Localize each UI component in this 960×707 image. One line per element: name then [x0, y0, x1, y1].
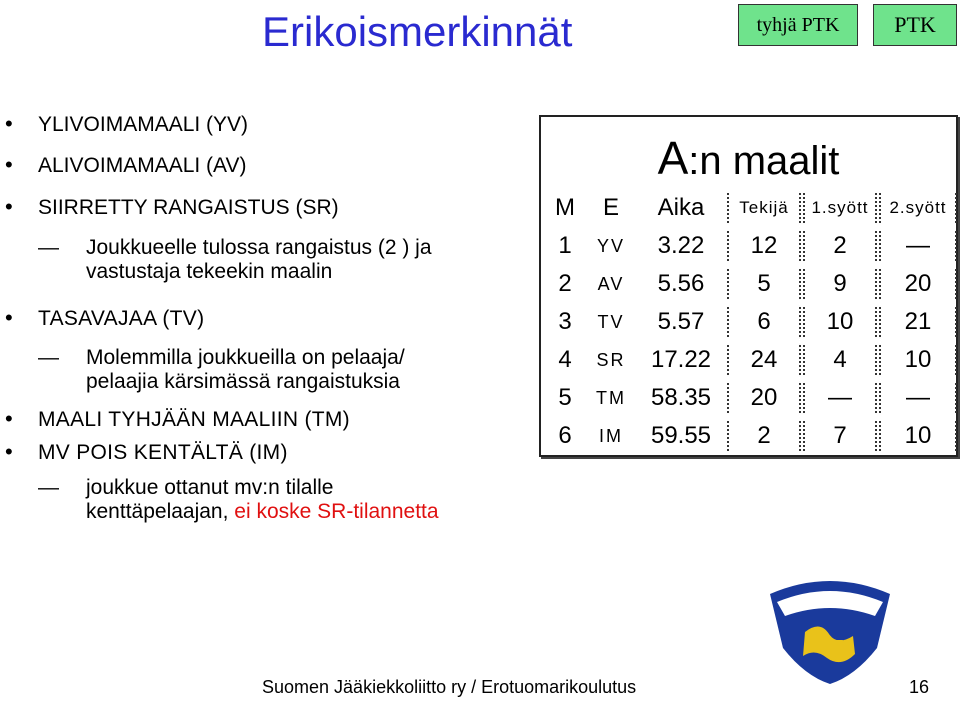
cell-scorer: 6: [727, 307, 801, 337]
cell-scorer: 24: [727, 345, 801, 375]
header-cell: Tekijä: [727, 193, 801, 223]
page-title: Erikoismerkinnät: [262, 8, 573, 55]
table-row: [541, 345, 956, 383]
panel-title: [541, 131, 956, 185]
footer-text: Suomen Jääkiekkoliitto ry / Erotuomarikoulutus: [262, 677, 637, 697]
cell-assist1: 10: [803, 307, 877, 337]
cell-number: 6: [558, 422, 572, 449]
sub-text-line1: Molemmilla joukkueilla on pelaaja/: [86, 346, 405, 369]
bullet-icon: •: [5, 305, 14, 330]
bullet-item-yv: [5, 111, 249, 137]
bullet-item-tm: [5, 406, 350, 432]
header-cell: Aika: [657, 194, 705, 221]
ice-hockey-association-logo-icon: [765, 576, 895, 686]
bullet-icon: •: [5, 111, 13, 136]
cell-number: 5: [558, 384, 572, 411]
cell-time: 59.55: [650, 422, 712, 449]
empty-ptk-button[interactable]: tyhjä PTK: [738, 4, 858, 46]
cell-assist2: —: [879, 383, 957, 413]
bullet-icon: •: [5, 439, 14, 464]
cell-type: IM: [599, 426, 623, 446]
panel-title-letter: A: [657, 132, 689, 184]
header-cell: 2.syött: [879, 193, 957, 223]
cell-assist1: 9: [803, 269, 877, 299]
header-cell: M: [555, 194, 575, 221]
cell-number: 1: [558, 232, 572, 259]
sub-item-tv: [38, 346, 405, 394]
cell-assist2: —: [879, 231, 957, 261]
cell-assist2: 20: [879, 269, 957, 299]
cell-scorer: 20: [727, 383, 801, 413]
sub-text-highlight: ei koske SR-tilannetta: [234, 500, 439, 523]
cell-time: 5.57: [657, 308, 705, 335]
bullet-item-im: [5, 439, 288, 465]
cell-scorer: 5: [727, 269, 801, 299]
table-header-row: [541, 193, 956, 231]
bullet-icon: •: [5, 194, 13, 219]
bullet-text: MAALI TYHJÄÄN MAALIIN (TM): [38, 408, 350, 431]
cell-assist1: 2: [803, 231, 877, 261]
sub-text-line1: Joukkueelle tulossa rangaistus (2 ) ja: [86, 236, 432, 259]
goals-panel: [539, 115, 958, 457]
cell-scorer: 2: [727, 421, 801, 451]
bullet-item-tv: [5, 305, 205, 331]
goals-table: [541, 193, 956, 459]
cell-assist1: 7: [803, 421, 877, 451]
cell-type: YV: [596, 236, 625, 256]
ptk-button[interactable]: PTK: [873, 4, 957, 46]
sub-item-im: [38, 476, 439, 524]
cell-time: 58.35: [650, 384, 712, 411]
panel-title-text: :n maalit: [688, 139, 840, 183]
sub-text-line2: pelaajia kärsimässä rangaistuksia: [86, 370, 400, 393]
dash-icon: —: [38, 346, 59, 369]
cell-number: 3: [558, 308, 572, 335]
cell-assist1: —: [803, 383, 877, 413]
bullet-text: MV POIS KENTÄLTÄ (IM): [38, 441, 288, 464]
bullet-icon: •: [5, 406, 14, 431]
bullet-item-av: [5, 152, 247, 178]
sub-text-normal: kenttäpelaajan,: [86, 500, 235, 523]
sub-text-line1: joukkue ottanut mv:n tilalle: [86, 476, 334, 499]
cell-time: 3.22: [657, 232, 705, 259]
cell-type: TM: [596, 388, 626, 408]
table-row: [541, 307, 956, 345]
cell-time: 5.56: [657, 270, 705, 297]
page-number: 16: [909, 677, 930, 697]
cell-assist2: 10: [879, 345, 957, 375]
bullet-text: ALIVOIMAMAALI (AV): [38, 154, 247, 177]
bullet-text: SIIRRETTY RANGAISTUS (SR): [38, 196, 339, 219]
header-cell: E: [602, 194, 619, 221]
cell-time: 17.22: [650, 346, 712, 373]
sub-text-line2: vastustaja tekeekin maalin: [86, 260, 333, 283]
cell-type: SR: [596, 350, 626, 370]
dash-icon: —: [38, 476, 59, 499]
cell-assist2: 21: [879, 307, 957, 337]
table-row: [541, 231, 956, 269]
cell-scorer: 12: [727, 231, 801, 261]
bullet-item-sr: [5, 194, 339, 220]
cell-type: TV: [597, 312, 625, 332]
sub-item-sr: [38, 236, 432, 284]
cell-assist2: 10: [879, 421, 957, 451]
bullet-icon: •: [5, 152, 13, 177]
bullet-text: TASAVAJAA (TV): [38, 307, 205, 330]
table-row: [541, 383, 956, 421]
table-row: [541, 269, 956, 307]
sub-text-line2: [86, 500, 439, 524]
cell-number: 4: [558, 346, 572, 373]
cell-number: 2: [558, 270, 572, 297]
dash-icon: —: [38, 236, 59, 259]
bullet-text: YLIVOIMAMAALI (YV): [38, 113, 249, 136]
table-row: [541, 421, 956, 459]
cell-assist1: 4: [803, 345, 877, 375]
cell-type: AV: [597, 274, 625, 294]
header-cell: 1.syött: [803, 193, 877, 223]
